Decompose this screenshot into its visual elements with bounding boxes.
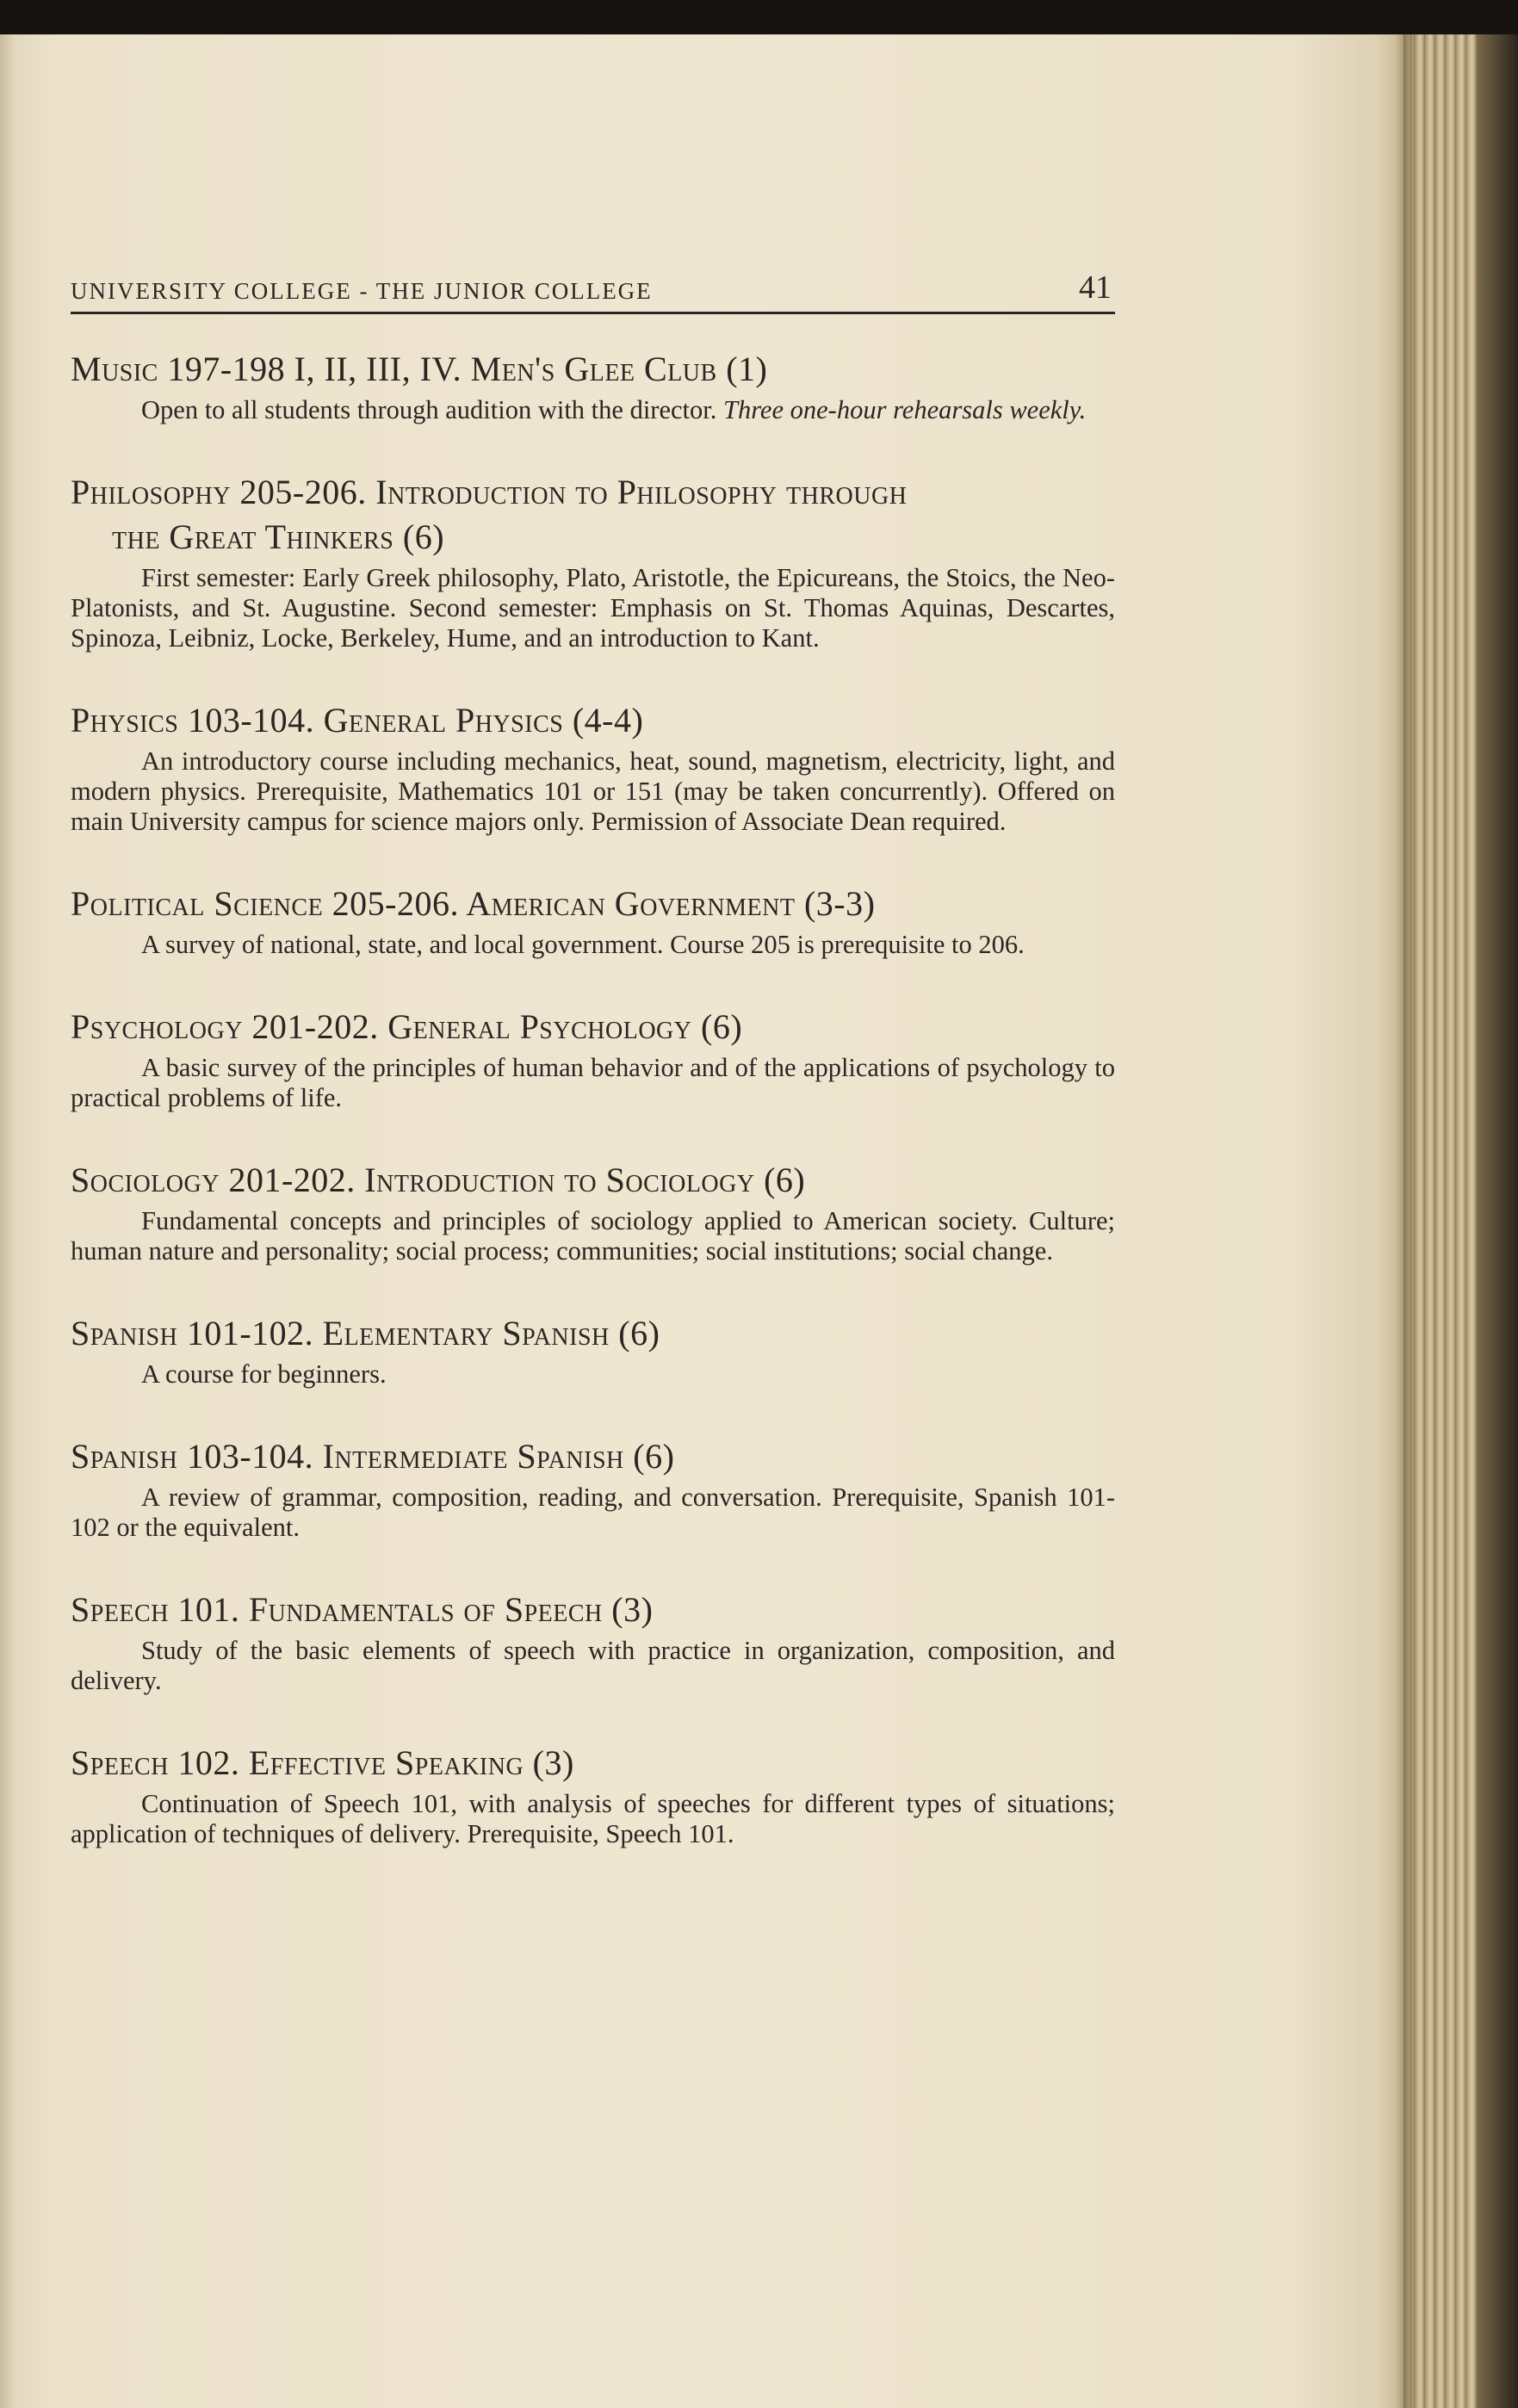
course-description: A course for beginners. <box>141 1359 387 1389</box>
course-heading <box>71 470 1115 560</box>
course-entry <box>71 1741 1115 1849</box>
running-head-title: UNIVERSITY COLLEGE - THE JUNIOR COLLEGE <box>71 278 653 304</box>
course-heading <box>71 698 1115 743</box>
course-title: Introduction to Philosophy through <box>375 473 908 511</box>
course-entry <box>71 470 1115 653</box>
course-entry <box>71 1005 1115 1113</box>
running-head <box>71 269 1115 314</box>
course-dept: Physics <box>71 701 179 740</box>
course-description: Open to all students through audition with the director. Three one-hour rehearsals weekly. <box>141 395 1087 424</box>
course-description-italic: Three one-hour rehearsals weekly. <box>722 395 1087 424</box>
course-title: Effective Speaking <box>248 1743 524 1782</box>
course-entry <box>71 882 1115 960</box>
course-number: 205-206. <box>239 473 367 511</box>
course-entry <box>71 1311 1115 1390</box>
course-title: Elementary Spanish <box>322 1314 610 1353</box>
course-heading <box>71 1311 1115 1356</box>
page-content <box>71 269 1115 1849</box>
course-description: A basic survey of the principles of human behavior and of the applications of psychology to practical problems of life. <box>71 1053 1115 1112</box>
course-heading <box>71 347 1115 392</box>
course-title: Men's Glee Club <box>470 350 717 388</box>
course-description: A review of grammar, composition, reading, and conversation. Prerequisite, Spanish 101-102 or the equivalent. <box>71 1483 1115 1542</box>
course-description: Continuation of Speech 101, with analysis of speeches for different types of situations; application of techniques of delivery. Prerequisite, Speech 101. <box>71 1789 1115 1848</box>
course-credits: (6) <box>764 1161 806 1199</box>
course-title: Fundamentals of Speech <box>248 1590 603 1629</box>
course-credits: (3) <box>611 1590 654 1629</box>
course-credits: (6) <box>701 1007 743 1046</box>
course-number: 101-102. <box>186 1314 314 1353</box>
course-dept: Philosophy <box>71 473 231 511</box>
course-dept: Sociology <box>71 1161 220 1199</box>
course-dept: Spanish <box>71 1314 178 1353</box>
course-title: General Psychology <box>387 1007 692 1046</box>
course-title: Intermediate Spanish <box>322 1437 624 1476</box>
course-title: General Physics <box>323 701 564 740</box>
course-description: Study of the basic elements of speech with practice in organization, composition, and delivery. <box>71 1636 1115 1695</box>
course-description: A survey of national, state, and local government. Course 205 is prerequisite to 206. <box>141 930 1025 959</box>
course-heading <box>71 1588 1115 1632</box>
course-dept: Political Science <box>71 884 324 923</box>
course-title-cont: the Great Thinkers <box>112 517 394 556</box>
course-number: 201-202. <box>228 1161 356 1199</box>
course-number: 103-104. <box>187 701 315 740</box>
course-number: 103-104. <box>186 1437 314 1476</box>
book-cover-edge <box>1477 34 1518 2408</box>
course-entry <box>71 347 1115 425</box>
course-entry <box>71 1588 1115 1696</box>
gutter-shadow <box>1395 34 1412 2408</box>
course-number: 205-206. <box>331 884 459 923</box>
course-heading <box>71 882 1115 926</box>
course-credits: (4-4) <box>572 701 644 740</box>
course-number: 201-202. <box>251 1007 379 1046</box>
course-entry <box>71 1158 1115 1266</box>
scan-top-border <box>0 0 1518 34</box>
course-credits: (6) <box>633 1437 675 1476</box>
course-description: An introductory course including mechanics, heat, sound, magnetism, electricity, light, and modern physics. Prerequisite, Mathematics 101 or 151 (may be taken concurrently). Offered on main University campus for science majors only. Permission of Associate Dean required. <box>71 746 1115 836</box>
course-dept: Spanish <box>71 1437 178 1476</box>
course-title: American Government <box>466 884 796 923</box>
course-credits: (3-3) <box>803 884 876 923</box>
course-description: Fundamental concepts and principles of sociology applied to American society. Culture; human nature and personality; social process; communities; social institutions; social change. <box>71 1206 1115 1266</box>
course-number: 197-198 I, II, III, IV. <box>167 350 462 388</box>
course-credits: (3) <box>532 1743 574 1782</box>
course-dept: Psychology <box>71 1007 243 1046</box>
course-description: First semester: Early Greek philosophy, Plato, Aristotle, the Epicureans, the Stoics, the Neo-Platonists, and St. Augustine. Second semester: Emphasis on St. Thomas Aquinas, Descartes, Spinoza, Leibniz, Locke, Berkeley, Hume, and an introduction to Kant. <box>71 563 1115 653</box>
course-number: 101. <box>177 1590 240 1629</box>
course-title: Introduction to Sociology <box>364 1161 755 1199</box>
course-credits: (6) <box>618 1314 660 1353</box>
course-heading <box>71 1741 1115 1786</box>
course-credits: (6) <box>402 517 445 556</box>
course-heading <box>71 1158 1115 1203</box>
course-entry <box>71 698 1115 837</box>
course-number: 102. <box>177 1743 240 1782</box>
course-credits: (1) <box>726 350 768 388</box>
page-number: 41 <box>1079 269 1112 306</box>
course-dept: Speech <box>71 1590 169 1629</box>
course-dept: Music <box>71 350 158 388</box>
course-heading <box>71 1434 1115 1479</box>
course-dept: Speech <box>71 1743 169 1782</box>
course-entry <box>71 1434 1115 1543</box>
course-heading <box>71 1005 1115 1049</box>
